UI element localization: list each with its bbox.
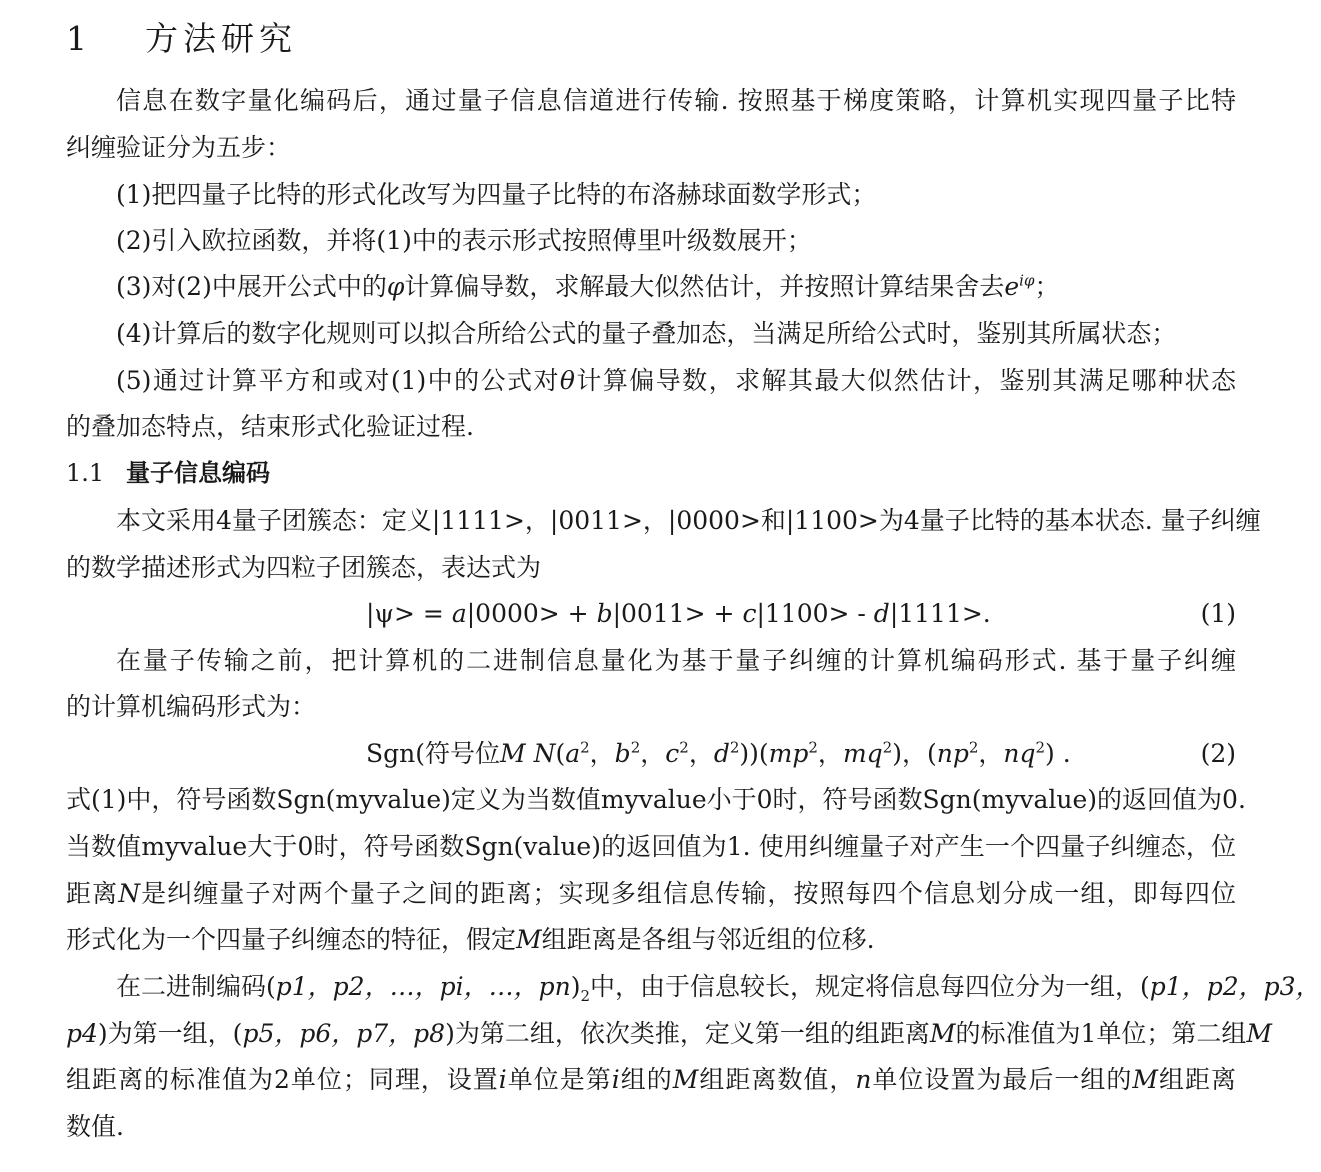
para4-l3-d: 组距离数值， <box>698 1065 856 1094</box>
eq2-close-2: )，( <box>892 739 937 768</box>
para4-l1-seq: p1，p2，…，pi，…，pn <box>275 972 571 1001</box>
eq2-sep-3: ， <box>688 739 714 768</box>
equation-1-number: (1) <box>1200 599 1236 628</box>
eq2-close-3: ) . <box>1045 739 1071 768</box>
para4-l3-b: 单位是第 <box>506 1065 612 1094</box>
eq2-M: M <box>500 739 526 768</box>
section-title: 方法研究 <box>145 19 297 58</box>
step-2: (2)引入欧拉函数，并将(1)中的表示形式按照傅里叶级数展开； <box>116 226 812 255</box>
para4-l2-c: 的标准值为1单位；第二组 <box>955 1019 1247 1048</box>
para3-line-1: 式(1)中，符号函数Sgn(myvalue)定义为当数值myvalue小于0时，符号函数Sgn(myvalue)的返回值为0. <box>66 785 1246 814</box>
eq2-sq-d: 2 <box>729 738 740 757</box>
step-3 <box>116 270 1236 304</box>
para4-l3-M: M <box>672 1065 699 1094</box>
step-5-text-b: 计算偏导数，求解其最大似然估计，鉴别其满足哪种状态 <box>574 366 1236 395</box>
step-3-end: ； <box>1034 272 1060 301</box>
para4-l2-a: )为第一组，( <box>97 1019 243 1048</box>
subsection-number: 1.1 <box>66 459 105 487</box>
section-heading <box>66 19 1236 58</box>
eq2-d: d <box>713 739 730 768</box>
para3-var-N: N <box>118 879 141 908</box>
para2-line-1: 在量子传输之前，把计算机的二进制信息量化为基于量子纠缠的计算机编码形式. 基于量子纠缠 <box>116 646 1236 675</box>
para4-l3-M2: M <box>1132 1065 1158 1094</box>
para4-line-1 <box>116 970 1321 1005</box>
para4-l2-b: )为第二组，依次类推，定义第一组的组距离 <box>445 1019 930 1048</box>
eq2-sq-c: 2 <box>679 738 689 757</box>
para3-line-4 <box>66 923 1236 957</box>
eq1-lhs: |ψ> = <box>366 599 452 628</box>
para4-l3-c: 组的 <box>619 1065 673 1094</box>
eq2-sq-np: 2 <box>968 738 979 757</box>
para3-line-4-b: 组距离是各组与邻近组的位移. <box>541 925 875 954</box>
eq2-sep-5: ， <box>978 739 1004 768</box>
equation-2-number: (2) <box>1200 739 1236 768</box>
eq1-a: a <box>451 599 467 628</box>
para4-l3-i2: i <box>611 1065 620 1094</box>
step-5-line-2: 的叠加态特点，结束形式化验证过程. <box>66 412 474 441</box>
para3-line-2: 当数值myvalue大于0时，符号函数Sgn(value)的返回值为1. 使用纠缠量子对产生一个四量子纠缠态，位 <box>66 832 1236 861</box>
step-5-text-a: (5)通过计算平方和或对(1)中的公式对 <box>116 366 560 395</box>
eq1-term-2: |0011> + <box>612 599 743 628</box>
eq1-b: b <box>596 599 613 628</box>
section-number: 1 <box>66 19 92 58</box>
eq2-np: np <box>936 739 969 768</box>
eq2-sep-2: ， <box>640 739 666 768</box>
eq2-mp: mp <box>768 739 809 768</box>
para1-line-2: 的数学描述形式为四粒子团簇态，表达式为 <box>66 553 542 582</box>
eq2-sep-4: ， <box>817 739 843 768</box>
para3-line-3-a: 距离 <box>66 879 119 908</box>
para4-l3-e: 单位设置为最后一组的 <box>871 1065 1133 1094</box>
step-5-theta: θ <box>559 366 575 395</box>
step-1: (1)把四量子比特的形式化改写为四量子比特的布洛赫球面数学形式； <box>116 180 877 209</box>
para3-var-M: M <box>516 925 542 954</box>
eq2-sep-1: ， <box>589 739 615 768</box>
step-5-line-1 <box>116 364 1236 398</box>
step-3-exponent: iφ <box>1019 271 1035 290</box>
para4-l1-close: ) <box>570 972 581 1001</box>
para4-l3-f: 组距离 <box>1157 1065 1236 1094</box>
eq2-close-1: ))( <box>739 739 769 768</box>
eq2-b: b <box>614 739 631 768</box>
para4-l1-a: 在二进制编码( <box>116 972 276 1001</box>
para4-l2-M: M <box>929 1019 956 1048</box>
eq1-d: d <box>873 599 890 628</box>
para4-line-4: 数值. <box>66 1112 124 1141</box>
eq2-sq-a: 2 <box>580 738 590 757</box>
para3-line-3-b: 是纠缠量子对两个量子之间的距离；实现多组信息传输，按照每四个信息划分成一组，即每四位 <box>140 879 1236 908</box>
eq1-term-3: |1100> - <box>756 599 874 628</box>
eq2-a: a <box>565 739 581 768</box>
eq1-c: c <box>742 599 757 628</box>
subsection-heading <box>66 456 1236 490</box>
para4-l1-b: 中，由于信息较长，规定将信息每四位分为一组，( <box>590 972 1150 1001</box>
intro-line-2: 纠缠验证分为五步： <box>66 133 292 162</box>
subsection-title: 量子信息编码 <box>126 459 270 487</box>
para4-l3-i: i <box>498 1065 507 1094</box>
eq2-sq-b: 2 <box>630 738 641 757</box>
equation-1 <box>366 597 991 631</box>
para4-l3-a: 组距离的标准值为2单位；同理，设置 <box>66 1065 499 1094</box>
step-3-text-a: (3)对(2)中展开公式中的 <box>116 272 387 301</box>
para4-l1-tail: p1，p2，p3， <box>1149 972 1321 1001</box>
para4-l2-head: p4 <box>66 1019 98 1048</box>
step-3-phi: φ <box>386 272 405 301</box>
eq2-nq: nq <box>1003 739 1036 768</box>
eq2-sq-mp: 2 <box>808 738 818 757</box>
intro-line-1: 信息在数字量化编码后，通过量子信息信道进行传输. 按照基于梯度策略，计算机实现四量子比特 <box>116 86 1236 115</box>
eq2-N: N <box>533 739 556 768</box>
para3-line-4-a: 形式化为一个四量子纠缠态的特征，假定 <box>66 925 517 954</box>
para1-line-1: 本文采用4量子团簇态：定义|1111>，|0011>，|0000>和|1100>为4量子比特的基本状态. 量子纠缠 <box>116 506 1261 535</box>
para4-line-3 <box>66 1063 1236 1097</box>
eq2-c: c <box>665 739 680 768</box>
eq2-open: ( <box>555 739 566 768</box>
eq2-prefix: Sgn(符号位 <box>366 739 500 768</box>
eq1-term-4: |1111>. <box>889 599 991 628</box>
step-4: (4)计算后的数字化规则可以拟合所给公式的量子叠加态，当满足所给公式时，鉴别其所属状态； <box>116 319 1177 348</box>
para4-l2-M2: M <box>1246 1019 1272 1048</box>
step-3-e: e <box>1004 272 1020 301</box>
para4-l2-seq: p5，p6，p7，p8 <box>242 1019 446 1048</box>
eq1-term-1: |0000> + <box>466 599 597 628</box>
para4-line-2 <box>66 1017 1272 1051</box>
para4-l1-sub: 2 <box>580 987 591 1005</box>
eq2-mq: mq <box>842 739 883 768</box>
eq2-sq-mq: 2 <box>882 738 893 757</box>
step-3-text-b: 计算偏导数，求解最大似然估计，并按照计算结果舍去 <box>404 272 1005 301</box>
equation-2 <box>366 737 1071 771</box>
para3-line-3 <box>66 877 1236 911</box>
para4-l3-n: n <box>855 1065 872 1094</box>
eq2-sq-nq: 2 <box>1035 738 1046 757</box>
para2-line-2: 的计算机编码形式为： <box>66 692 317 721</box>
